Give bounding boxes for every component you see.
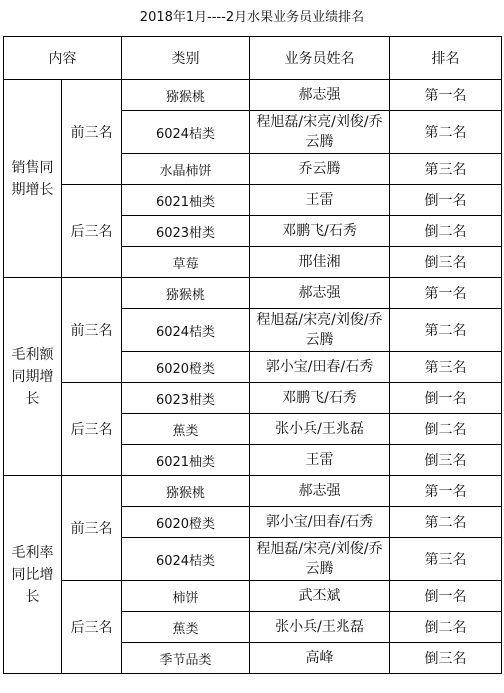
rank-cell: 第二名 — [390, 507, 502, 538]
rank-cell: 倒一名 — [390, 383, 502, 414]
group-label: 后三名 — [62, 581, 122, 674]
salesperson-cell: 张小兵/王兆磊 — [250, 414, 390, 445]
rank-cell: 第三名 — [390, 154, 502, 185]
salesperson-cell: 郝志强 — [250, 278, 390, 309]
rank-cell: 倒三名 — [390, 643, 502, 674]
category-cell: 6024桔类 — [122, 309, 250, 352]
rank-cell: 第二名 — [390, 309, 502, 352]
rank-cell: 倒二名 — [390, 612, 502, 643]
salesperson-cell: 乔云腾 — [250, 154, 390, 185]
salesperson-cell: 程旭磊/宋亮/刘俊/乔云腾 — [250, 111, 390, 154]
group-label: 后三名 — [62, 185, 122, 278]
salesperson-cell: 张小兵/王兆磊 — [250, 612, 390, 643]
category-cell: 柿饼 — [122, 581, 250, 612]
category-cell: 6021柚类 — [122, 445, 250, 476]
salesperson-cell: 程旭磊/宋亮/刘俊/乔云腾 — [250, 538, 390, 581]
category-cell: 6023柑类 — [122, 216, 250, 247]
group-label: 后三名 — [62, 383, 122, 476]
table-row — [4, 581, 502, 612]
salesperson-cell: 郭小宝/田春/石秀 — [250, 352, 390, 383]
rank-cell: 倒二名 — [390, 216, 502, 247]
rank-cell: 第三名 — [390, 352, 502, 383]
salesperson-cell: 王雷 — [250, 445, 390, 476]
category-cell: 6020橙类 — [122, 352, 250, 383]
performance-ranking-table — [3, 36, 502, 674]
category-cell: 6024桔类 — [122, 111, 250, 154]
header-row — [4, 37, 502, 80]
header-category: 类别 — [122, 37, 250, 80]
salesperson-cell: 王雷 — [250, 185, 390, 216]
category-cell: 草莓 — [122, 247, 250, 278]
table-row — [4, 476, 502, 507]
category-cell: 水晶柿饼 — [122, 154, 250, 185]
rank-cell: 倒三名 — [390, 445, 502, 476]
category-cell: 蕉类 — [122, 612, 250, 643]
category-cell: 猕猴桃 — [122, 278, 250, 309]
salesperson-cell: 郭小宝/田春/石秀 — [250, 507, 390, 538]
salesperson-cell: 邓鹏飞/石秀 — [250, 216, 390, 247]
category-cell: 季节品类 — [122, 643, 250, 674]
rank-cell: 倒一名 — [390, 185, 502, 216]
group-label: 前三名 — [62, 278, 122, 383]
salesperson-cell: 武丕斌 — [250, 581, 390, 612]
rank-cell: 倒三名 — [390, 247, 502, 278]
rank-cell: 第一名 — [390, 278, 502, 309]
header-salesperson: 业务员姓名 — [250, 37, 390, 80]
salesperson-cell: 郝志强 — [250, 80, 390, 111]
group-label: 前三名 — [62, 476, 122, 581]
table-body — [4, 80, 502, 674]
category-cell: 猕猴桃 — [122, 80, 250, 111]
group-label: 前三名 — [62, 80, 122, 185]
table-row — [4, 80, 502, 111]
category-cell: 6021柚类 — [122, 185, 250, 216]
rank-cell: 倒一名 — [390, 581, 502, 612]
header-content: 内容 — [4, 37, 122, 80]
category-cell: 6024桔类 — [122, 538, 250, 581]
salesperson-cell: 邢佳湘 — [250, 247, 390, 278]
salesperson-cell: 程旭磊/宋亮/刘俊/乔云腾 — [250, 309, 390, 352]
category-cell: 猕猴桃 — [122, 476, 250, 507]
table-row — [4, 278, 502, 309]
table-row — [4, 185, 502, 216]
rank-cell: 第一名 — [390, 476, 502, 507]
category-cell: 蕉类 — [122, 414, 250, 445]
section-label: 毛利额同期增长 — [4, 278, 62, 476]
salesperson-cell: 郝志强 — [250, 476, 390, 507]
category-cell: 6020橙类 — [122, 507, 250, 538]
table-title: 2018年1月----2月水果业务员业绩排名 — [139, 10, 365, 25]
salesperson-cell: 高峰 — [250, 643, 390, 674]
rank-cell: 倒二名 — [390, 414, 502, 445]
salesperson-cell: 邓鹏飞/石秀 — [250, 383, 390, 414]
header-rank: 排名 — [390, 37, 502, 80]
section-label: 销售同期增长 — [4, 80, 62, 278]
rank-cell: 第二名 — [390, 111, 502, 154]
category-cell: 6023柑类 — [122, 383, 250, 414]
rank-cell: 第三名 — [390, 538, 502, 581]
table-row — [4, 383, 502, 414]
section-label: 毛利率同比增长 — [4, 476, 62, 674]
rank-cell: 第一名 — [390, 80, 502, 111]
